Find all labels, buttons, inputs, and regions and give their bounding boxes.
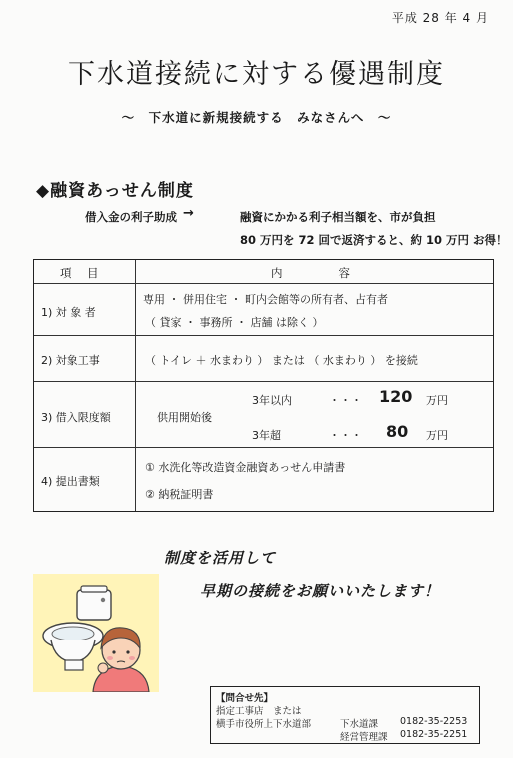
contact-line: 指定工事店 または	[216, 706, 302, 717]
contact-phone: 0182-35-2253	[400, 716, 468, 727]
limit-prefix: 供用開始後	[157, 411, 212, 424]
contact-phone: 0182-35-2251	[400, 729, 468, 740]
row-label: 3) 借入限度額	[41, 411, 111, 424]
table-row-target	[34, 284, 493, 336]
limit-unit: 万円	[426, 429, 448, 442]
limit-term: 3年超	[252, 429, 281, 442]
right-arrow-icon: →	[183, 206, 194, 221]
page-subtitle: ～ 下水道に新規接続する みなさんへ ～	[121, 110, 392, 125]
limit-unit: 万円	[426, 394, 448, 407]
limit-amount: 80	[386, 422, 409, 441]
loan-benefit-line-1: 融資にかかる利子相当額を、市が負担	[240, 210, 436, 224]
row-label: 1) 対 象 者	[41, 306, 96, 319]
table-header-content: 内 容	[271, 266, 352, 280]
limit-dots: ・・・	[329, 429, 362, 442]
row-content-line: （ トイレ ＋ 水まわり ） または （ 水まわり ） を接続	[145, 354, 418, 367]
table-header-row	[34, 260, 493, 284]
row-content-line: ② 納税証明書	[145, 488, 214, 501]
issue-date: 平成 28 年 4 月	[391, 11, 489, 25]
contact-heading: 【問合せ先】	[216, 693, 274, 704]
limit-term: 3年以内	[252, 394, 292, 407]
info-table	[33, 259, 494, 512]
table-row-work	[34, 336, 493, 382]
table-row-limit	[34, 382, 493, 448]
row-content-line: （ 貸家 ・ 事務所 ・ 店舗 は除く ）	[145, 316, 324, 329]
contact-dept: 下水道課	[340, 719, 379, 730]
loan-benefit-line-2: 80 万円を 72 回で返済すると、約 10 万円 お得！	[240, 233, 508, 247]
limit-amount: 120	[379, 387, 413, 406]
toilet-and-child-illustration	[33, 574, 159, 692]
row-content-line: 専用 ・ 併用住宅 ・ 町内会館等の所有者、占有者	[143, 293, 388, 306]
contact-org: 横手市役所上下水道部	[216, 719, 312, 730]
loan-subsidy-label: 借入金の利子助成	[85, 210, 177, 224]
call-to-action-line-2: 早期の接続をお願いいたします！	[200, 582, 441, 600]
contact-box	[210, 686, 480, 744]
page-title: 下水道接続に対する優遇制度	[68, 59, 445, 90]
section-heading: ◆融資あっせん制度	[36, 181, 194, 201]
limit-dots: ・・・	[329, 394, 362, 407]
call-to-action-line-1: 制度を活用して	[164, 549, 277, 567]
table-header-item: 項 目	[60, 266, 101, 280]
row-label: 4) 提出書類	[41, 475, 100, 488]
table-row-documents	[34, 448, 493, 511]
contact-dept: 経営管理課	[340, 732, 388, 743]
row-label: 2) 対象工事	[41, 354, 100, 367]
row-content-line: ① 水洗化等改造資金融資あっせん申請書	[145, 461, 346, 474]
